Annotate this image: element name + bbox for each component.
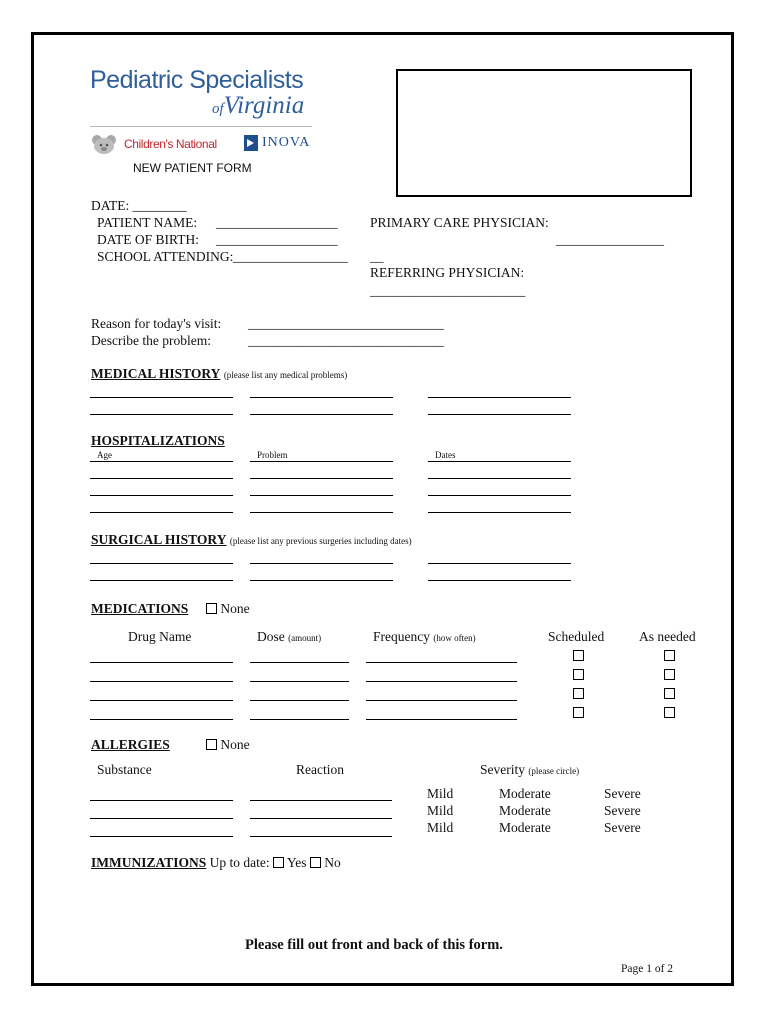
hospitalizations-heading: HOSPITALIZATIONS	[91, 433, 225, 448]
col-frequency	[373, 629, 476, 645]
col-dose-note: (amount)	[288, 633, 322, 643]
as-needed-checkbox[interactable]	[664, 666, 675, 684]
scheduled-checkbox[interactable]	[573, 685, 584, 703]
immunizations-no-label: No	[324, 855, 341, 870]
col-age: Age	[97, 450, 112, 460]
allergies-none	[206, 737, 250, 753]
hosp-line[interactable]	[250, 512, 393, 513]
pcp-field[interactable]: ________________	[556, 232, 664, 247]
referring-label: REFERRING PHYSICIAN:	[370, 265, 525, 280]
allergy-substance-line[interactable]	[90, 818, 233, 819]
medications-none-label: None	[220, 601, 250, 616]
hosp-line[interactable]	[428, 512, 571, 513]
col-frequency-note: (how often)	[433, 633, 476, 643]
allergy-reaction-line[interactable]	[250, 836, 392, 837]
med-freq-line[interactable]	[366, 719, 517, 720]
med-history-line[interactable]	[428, 414, 571, 415]
med-history-line[interactable]	[90, 414, 233, 415]
childrens-national-logo: Children's National	[124, 137, 217, 151]
severity-mild[interactable]: Mild	[427, 820, 454, 835]
medical-history-title: MEDICAL HISTORY	[91, 366, 221, 381]
col-dose-label: Dose	[257, 629, 285, 644]
col-reaction: Reaction	[296, 762, 344, 777]
immunizations-prompt: Up to date:	[209, 855, 270, 870]
hosp-line[interactable]	[428, 478, 571, 479]
surgical-history-title: SURGICAL HISTORY	[91, 532, 227, 547]
medications-none	[206, 601, 250, 617]
med-dose-line[interactable]	[250, 719, 349, 720]
logo-title: Pediatric Specialists	[90, 66, 304, 94]
severity-moderate[interactable]: Moderate	[499, 820, 551, 835]
describe-label: Describe the problem:	[91, 333, 211, 348]
photo-box	[396, 69, 692, 197]
col-severity-label: Severity	[480, 762, 525, 777]
allergy-reaction-line[interactable]	[250, 818, 392, 819]
med-dose-line[interactable]	[250, 700, 349, 701]
school-field[interactable]: _________________	[233, 249, 348, 264]
severity-moderate[interactable]: Moderate	[499, 803, 551, 818]
med-drug-line[interactable]	[90, 700, 233, 701]
surg-line[interactable]	[428, 580, 571, 581]
surgical-history-note: (please list any previous surgeries including dates)	[229, 536, 412, 546]
patient-name-field[interactable]: __________________	[216, 215, 338, 230]
hosp-line[interactable]	[90, 512, 233, 513]
hosp-line[interactable]	[250, 478, 393, 479]
school-label: SCHOOL ATTENDING:	[97, 249, 234, 264]
footer-instruction: Please fill out front and back of this form.	[245, 937, 503, 953]
scheduled-checkbox[interactable]	[573, 704, 584, 722]
medications-none-checkbox[interactable]	[206, 603, 217, 614]
med-freq-line[interactable]	[366, 681, 517, 682]
date-label: DATE: ________	[91, 198, 187, 213]
med-drug-line[interactable]	[90, 719, 233, 720]
med-drug-line[interactable]	[90, 681, 233, 682]
med-dose-line[interactable]	[250, 681, 349, 682]
dob-field[interactable]: __________________	[216, 232, 338, 247]
patient-name-label: PATIENT NAME:	[97, 215, 198, 230]
hosp-line[interactable]	[428, 461, 571, 462]
col-problem: Problem	[257, 450, 288, 460]
page-number: Page 1 of 2	[621, 963, 674, 975]
allergies-none-checkbox[interactable]	[206, 739, 217, 750]
col-severity-note: (please circle)	[528, 766, 580, 776]
immunizations-heading: IMMUNIZATIONS	[91, 855, 207, 870]
as-needed-checkbox[interactable]	[664, 704, 675, 722]
dob-label: DATE OF BIRTH:	[97, 232, 199, 247]
as-needed-checkbox[interactable]	[664, 647, 675, 665]
allergy-substance-line[interactable]	[90, 800, 233, 801]
logo-subtitle	[212, 92, 304, 120]
immunizations-yes-label: Yes	[286, 855, 307, 870]
allergies-none-label: None	[220, 737, 250, 752]
med-drug-line[interactable]	[90, 662, 233, 663]
immunizations-no-checkbox[interactable]	[310, 857, 321, 868]
severity-moderate[interactable]: Moderate	[499, 786, 551, 801]
reason-field[interactable]: _____________________________	[248, 316, 444, 331]
severity-severe[interactable]: Severe	[604, 786, 641, 801]
col-severity	[480, 762, 579, 778]
severity-severe[interactable]: Severe	[604, 803, 641, 818]
med-dose-line[interactable]	[250, 662, 349, 663]
hosp-line[interactable]	[90, 461, 233, 462]
pcp-label: PRIMARY CARE PHYSICIAN:	[370, 215, 549, 230]
reason-label: Reason for today's visit:	[91, 316, 222, 331]
logo-divider	[90, 126, 312, 127]
as-needed-checkbox[interactable]	[664, 685, 675, 703]
med-history-line[interactable]	[428, 397, 571, 398]
med-history-line[interactable]	[90, 397, 233, 398]
hosp-line[interactable]	[90, 495, 233, 496]
immunizations-row	[91, 855, 341, 871]
inova-logo: INOVA	[262, 135, 311, 150]
med-freq-line[interactable]	[366, 662, 517, 663]
surg-line[interactable]	[250, 580, 393, 581]
col-frequency-label: Frequency	[373, 629, 430, 644]
surg-line[interactable]	[90, 563, 233, 564]
severity-severe[interactable]: Severe	[604, 820, 641, 835]
hosp-line[interactable]	[90, 478, 233, 479]
medical-history-note: (please list any medical problems)	[223, 370, 348, 380]
allergy-reaction-line[interactable]	[250, 800, 392, 801]
surgical-history-heading	[91, 532, 412, 548]
allergies-heading: ALLERGIES	[91, 737, 170, 752]
form-title: NEW PATIENT FORM	[133, 161, 252, 175]
surg-line[interactable]	[428, 563, 571, 564]
col-drug-name: Drug Name	[128, 629, 192, 644]
describe-field[interactable]: _____________________________	[248, 333, 444, 348]
medical-history-heading	[91, 366, 347, 382]
allergy-substance-line[interactable]	[90, 836, 233, 837]
col-dose	[257, 629, 321, 645]
severity-mild[interactable]: Mild	[427, 786, 454, 801]
pcp-underscore: __	[370, 249, 384, 264]
surg-line[interactable]	[90, 580, 233, 581]
med-history-line[interactable]	[250, 414, 393, 415]
medications-heading: MEDICATIONS	[91, 601, 189, 616]
severity-mild[interactable]: Mild	[427, 803, 454, 818]
scheduled-checkbox[interactable]	[573, 666, 584, 684]
inova-icon	[244, 135, 258, 156]
referring-field[interactable]: _______________________	[370, 283, 526, 298]
bear-icon	[90, 133, 120, 160]
col-as-needed: As needed	[639, 629, 696, 644]
surg-line[interactable]	[250, 563, 393, 564]
col-substance: Substance	[97, 762, 152, 777]
hosp-line[interactable]	[428, 495, 571, 496]
col-scheduled: Scheduled	[548, 629, 605, 644]
logo-virginia: Virginia	[223, 92, 305, 119]
med-freq-line[interactable]	[366, 700, 517, 701]
logo-of: of	[212, 101, 224, 117]
hosp-line[interactable]	[250, 461, 393, 462]
hosp-line[interactable]	[250, 495, 393, 496]
med-history-line[interactable]	[250, 397, 393, 398]
col-dates: Dates	[435, 450, 456, 460]
scheduled-checkbox[interactable]	[573, 647, 584, 665]
immunizations-yes-checkbox[interactable]	[273, 857, 284, 868]
